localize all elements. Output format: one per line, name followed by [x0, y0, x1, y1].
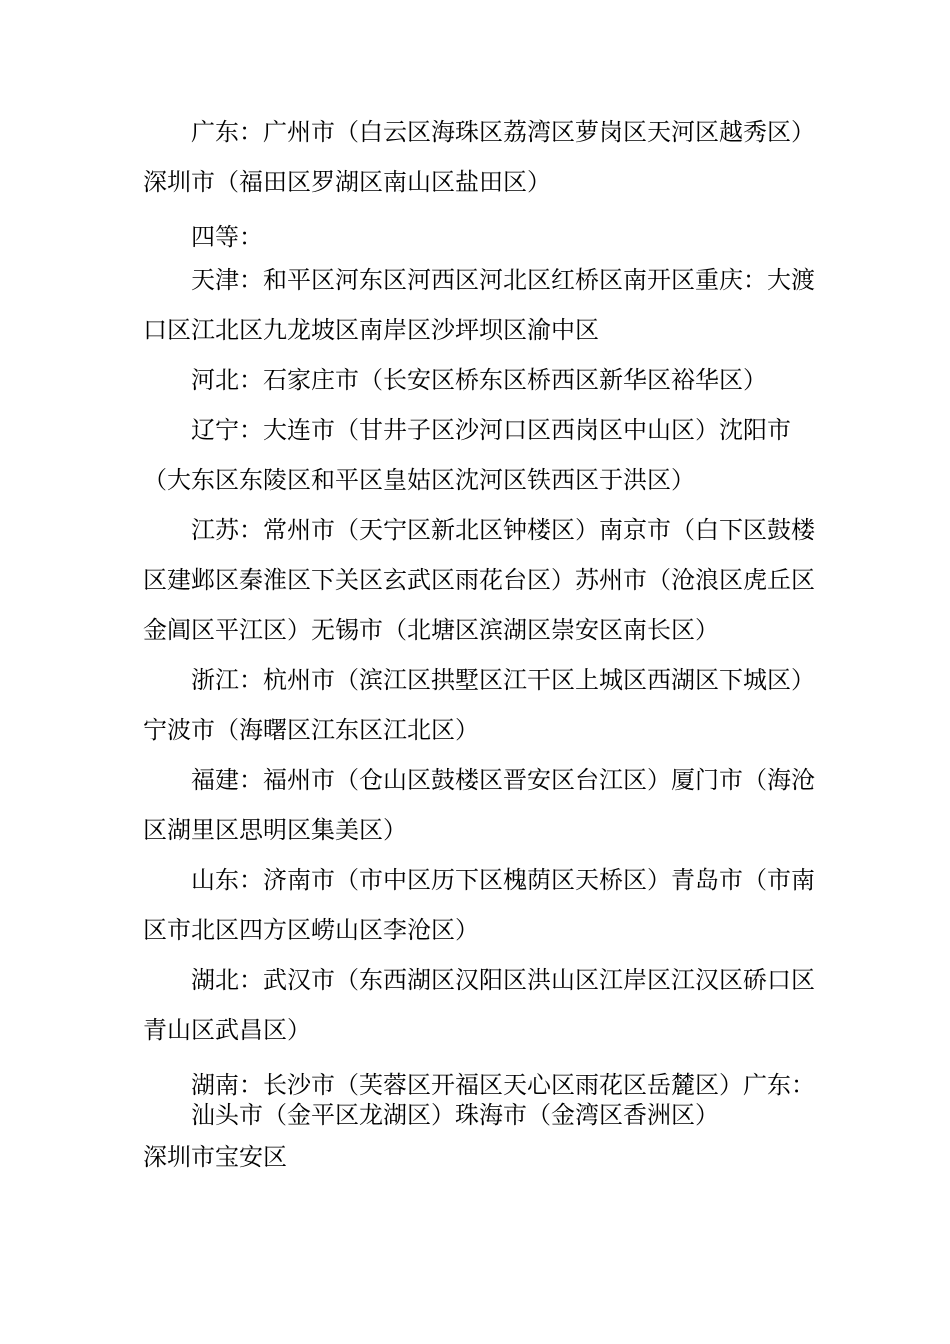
section-heading: 四等： [191, 223, 263, 251]
text-line: 深圳市（福田区罗湖区南山区盐田区） [143, 168, 551, 196]
text-line: 区建邺区秦淮区下关区玄武区雨花台区）苏州市（沧浪区虎丘区 [143, 566, 815, 594]
text-line: 天津：和平区河东区河西区河北区红桥区南开区重庆：大渡 [191, 266, 815, 294]
text-line: 金阊区平江区）无锡市（北塘区滨湖区崇安区南长区） [143, 616, 719, 644]
text-line: 口区江北区九龙坡区南岸区沙坪坝区渝中区 [143, 316, 599, 344]
text-line: 江苏：常州市（天宁区新北区钟楼区）南京市（白下区鼓楼 [191, 516, 815, 544]
text-line: （大东区东陵区和平区皇姑区沈河区铁西区于洪区） [143, 466, 695, 494]
text-line: 山东：济南市（市中区历下区槐荫区天桥区）青岛市（市南 [191, 866, 815, 894]
text-line: 湖北：武汉市（东西湖区汉阳区洪山区江岸区江汉区硚口区 [191, 966, 815, 994]
text-line: 深圳市宝安区 [143, 1143, 287, 1171]
text-line: 宁波市（海曙区江东区江北区） [143, 716, 479, 744]
text-line: 湖南：长沙市（芙蓉区开福区天心区雨花区岳麓区）广东： [191, 1071, 815, 1099]
text-line: 辽宁：大连市（甘井子区沙河口区西岗区中山区）沈阳市 [191, 416, 791, 444]
text-line: 汕头市（金平区龙湖区）珠海市（金湾区香洲区） [191, 1101, 719, 1129]
text-line: 青山区武昌区） [143, 1016, 311, 1044]
text-line: 区湖里区思明区集美区） [143, 816, 407, 844]
text-line: 区市北区四方区崂山区李沧区） [143, 916, 479, 944]
text-line: 浙江：杭州市（滨江区拱墅区江干区上城区西湖区下城区） [191, 666, 815, 694]
text-line: 广东：广州市（白云区海珠区荔湾区萝岗区天河区越秀区） [191, 118, 815, 146]
text-line: 河北：石家庄市（长安区桥东区桥西区新华区裕华区） [191, 366, 767, 394]
text-line: 福建：福州市（仓山区鼓楼区晋安区台江区）厦门市（海沧 [191, 766, 815, 794]
